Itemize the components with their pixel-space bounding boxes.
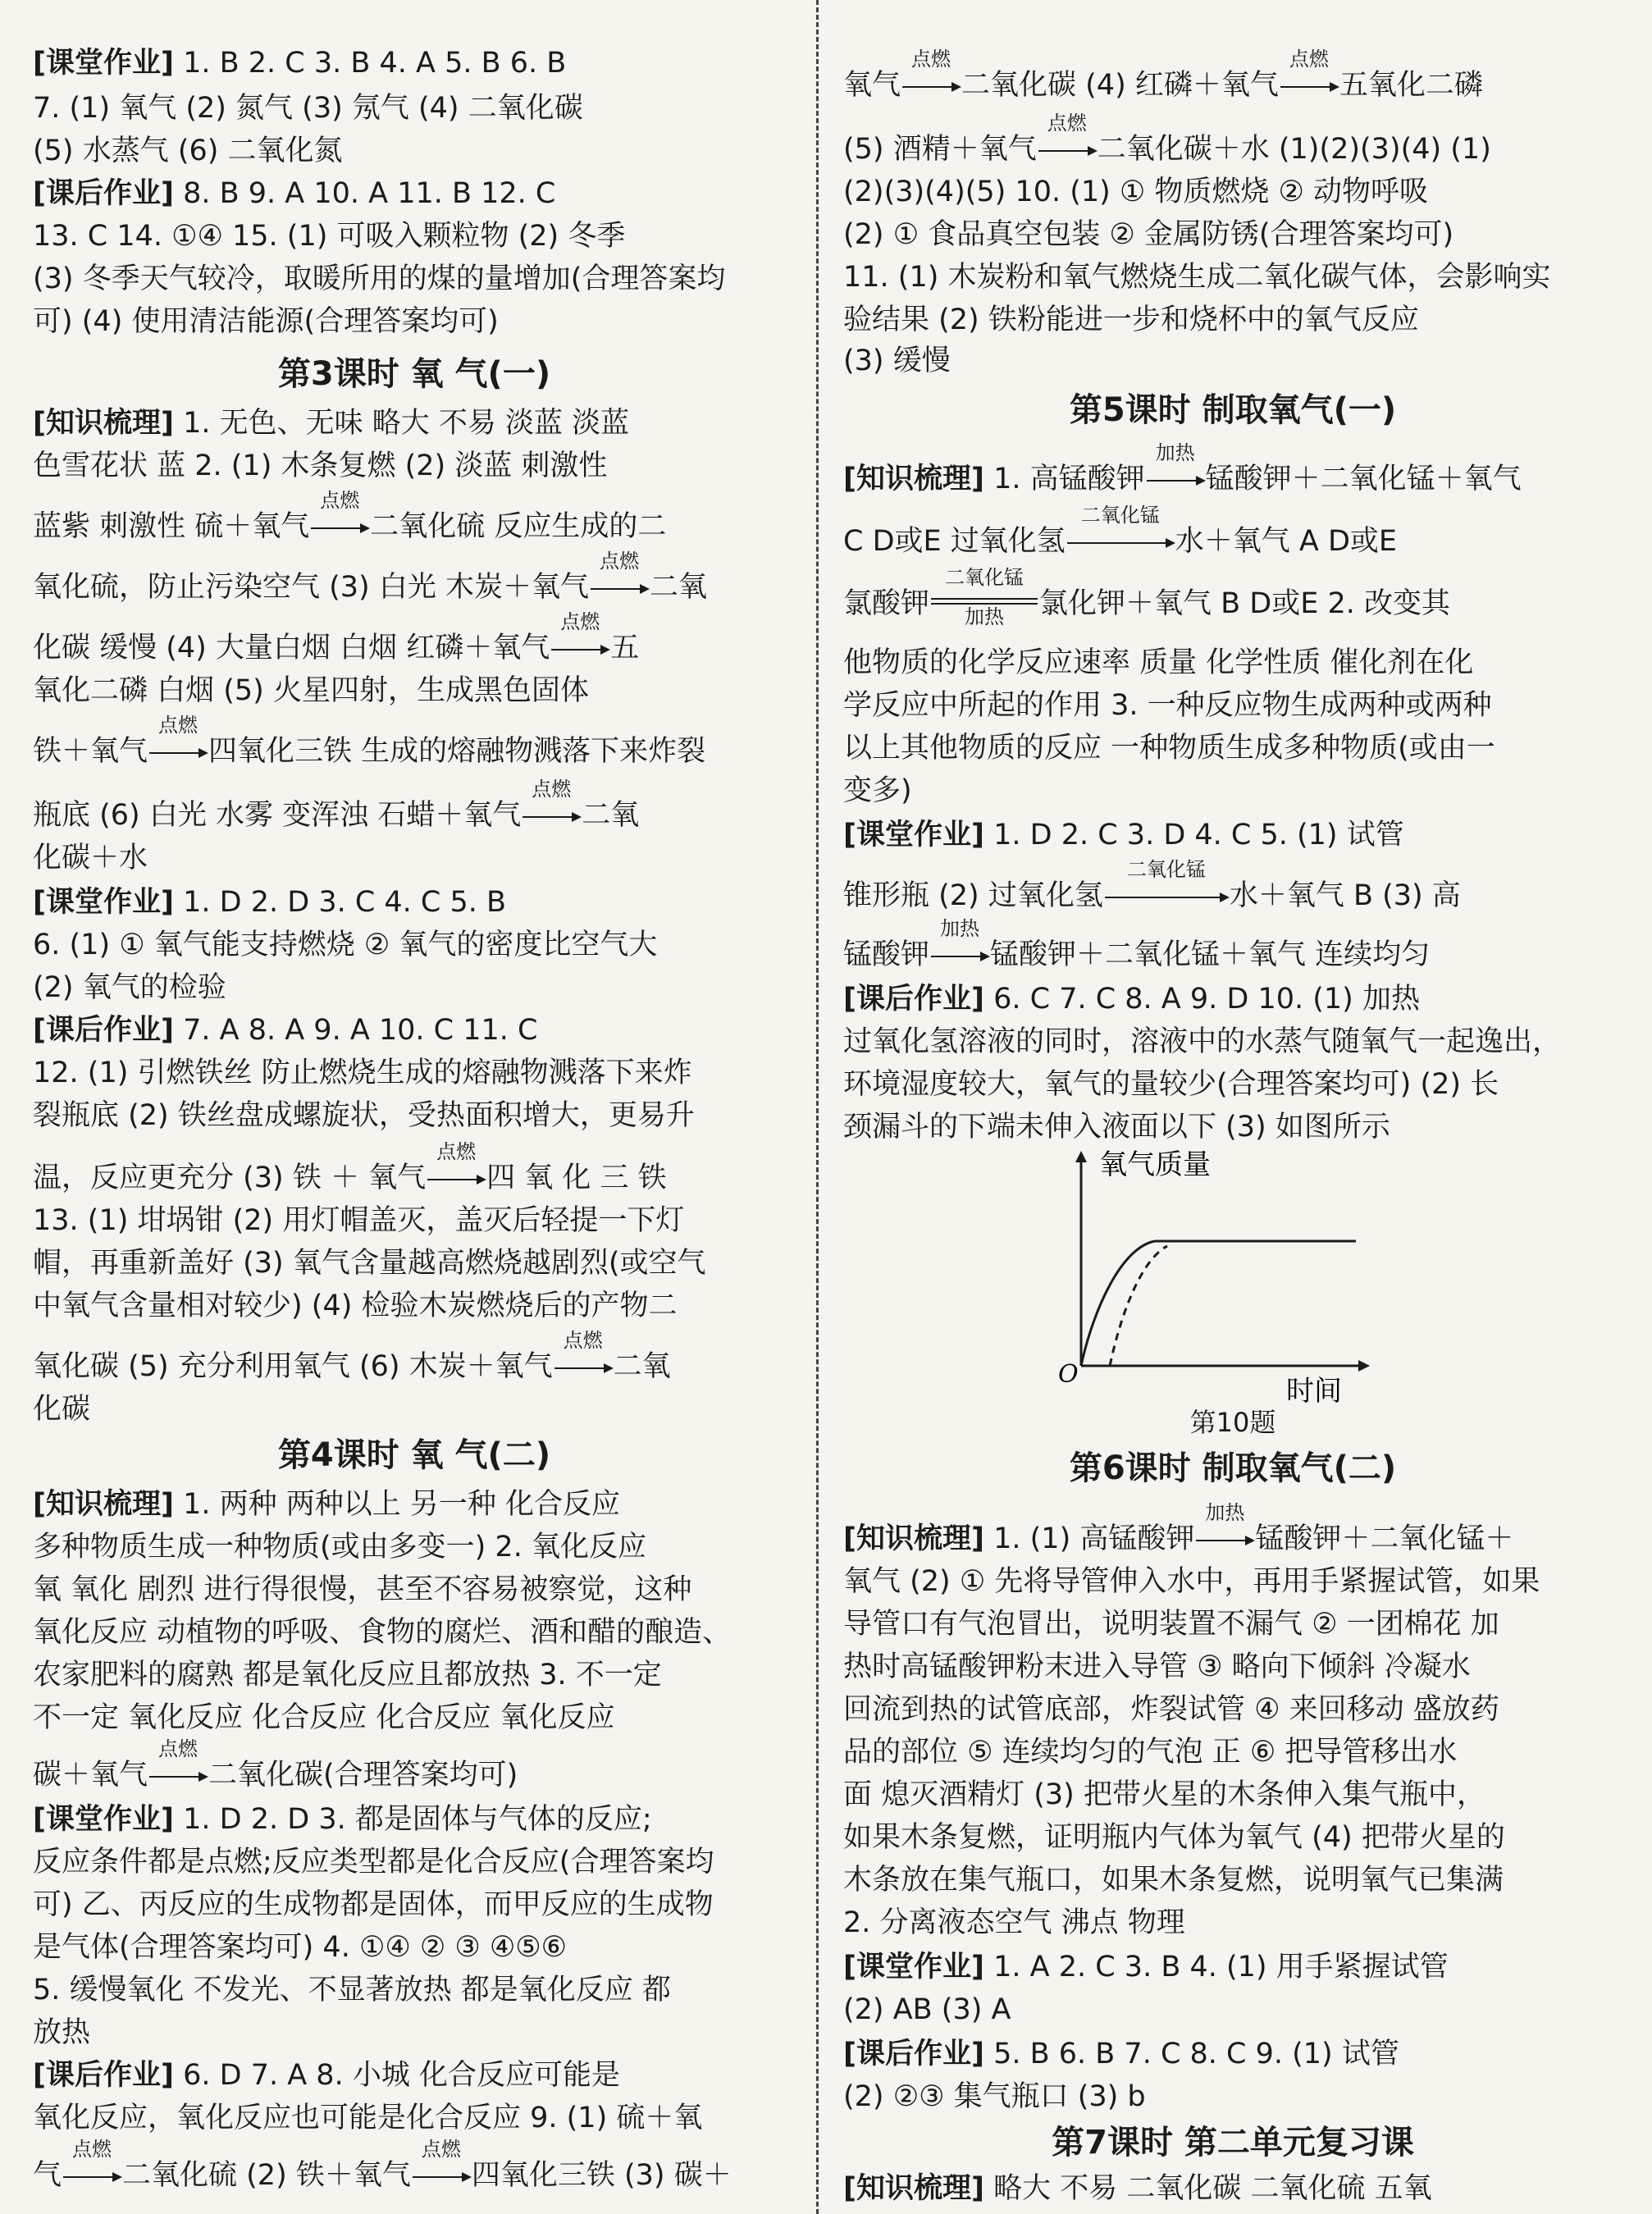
answer-line: 过氧化氢溶液的同时，溶液中的水蒸气随氧气一起逸出， <box>843 1025 1562 1058</box>
answer-line: (2) ②③ 集气瓶口 (3) b <box>843 2080 1146 2113</box>
answer-line: 如果木条复燃，证明瓶内气体为氧气 (4) 把带火星的 <box>843 1821 1505 1854</box>
answer-line: (3) 缓慢 <box>843 345 951 377</box>
answer-line: 氧化硫，防止污染空气 (3) 白光 木炭＋氧气 点燃 二氧 <box>33 550 707 604</box>
answer-line: 化碳 <box>33 1393 91 1426</box>
answer-line: 可) (4) 使用清洁能源(合理答案均可) <box>33 305 499 338</box>
answer-line: [知识梳理] 1. 两种 两种以上 另一种 化合反应 <box>33 1488 621 1521</box>
y-axis-label: 氧气质量 <box>1099 1148 1211 1181</box>
section-title: 第7课时 第二单元复习课 <box>1052 2124 1414 2162</box>
answer-line: 5. 缓慢氧化 不发光、不显著放热 都是氧化反应 都 <box>33 1974 671 2006</box>
answer-line: 变多) <box>843 774 912 807</box>
answer-line: (2)(3)(4)(5) 10. (1) ① 物质燃烧 ② 动物呼吸 <box>843 176 1429 208</box>
answer-line: 化碳＋水 <box>33 842 148 874</box>
oxygen-mass-graph <box>1048 1144 1393 1427</box>
answer-line: 帽，再重新盖好 (3) 氧气含量越高燃烧越剧烈(或空气 <box>33 1247 706 1280</box>
answer-line: 反应条件都是点燃;反应类型都是化合反应(合理答案均 <box>33 1846 714 1878</box>
answer-line: [课堂作业] 1. B 2. C 3. B 4. A 5. B 6. B <box>33 47 567 80</box>
answer-line: 氧气 点燃 二氧化碳 (4) 红磷＋氧气 点燃 五氧化二磷 <box>843 48 1483 102</box>
reaction-arrow: 加热 <box>929 937 990 973</box>
answer-line: 温，反应更充分 (3) 铁 ＋ 氧气 点燃 四 氧 化 三 铁 <box>33 1140 667 1194</box>
reaction-arrow: 点燃 <box>411 2157 472 2193</box>
answer-line: (5) 酒精＋氧气 点燃 二氧化碳＋水 (1)(2)(3)(4) (1) <box>843 112 1491 166</box>
x-axis-label: 时间 <box>1286 1375 1342 1408</box>
reaction-arrow: 点燃 <box>589 569 650 605</box>
answer-line: [课后作业] 5. B 6. B 7. C 8. C 9. (1) 试管 <box>843 2038 1399 2070</box>
answer-line: 氧气 (2) ① 先将导管伸入水中，再用手紧握试管，如果 <box>843 1565 1540 1598</box>
curve-solid <box>1081 1241 1356 1366</box>
answer-line: 导管口有气泡冒出，说明装置不漏气 ② 一团棉花 加 <box>843 1608 1499 1641</box>
reaction-arrow: 加热 <box>1145 461 1206 497</box>
answer-line: [课后作业] 7. A 8. A 9. A 10. C 11. C <box>33 1014 538 1047</box>
x-axis-arrow <box>1358 1360 1370 1372</box>
answer-line: (5) 水蒸气 (6) 二氧化氮 <box>33 135 343 167</box>
reaction-arrow: 二氧化锰 <box>1103 878 1230 914</box>
answer-line: [课堂作业] 1. A 2. C 3. B 4. (1) 用手紧握试管 <box>843 1951 1449 1983</box>
answer-line: 是气体(合理答案均可) 4. ①④ ② ③ ④⑤⑥ <box>33 1931 567 1964</box>
answer-line: (2) ① 食品真空包装 ② 金属防锈(合理答案均可) <box>843 218 1454 251</box>
answer-line: 锥形瓶 (2) 过氧化氢 二氧化锰 水＋氧气 B (3) 高 <box>843 858 1461 912</box>
section-title: 第4课时 氧 气(二) <box>277 1436 551 1474</box>
answer-line: 12. (1) 引燃铁丝 防止燃烧生成的熔融物溅落下来炸 <box>33 1057 692 1089</box>
answer-line: 铁＋氧气 点燃 四氧化三铁 生成的熔融物溅落下来炸裂 <box>33 714 706 768</box>
answer-line: [知识梳理] 略大 不易 二氧化碳 二氧化硫 五氧 <box>843 2172 1432 2205</box>
reaction-arrow: 点燃 <box>550 630 610 666</box>
answer-line: 回流到热的试管底部，炸裂试管 ④ 来回移动 盛放药 <box>843 1693 1499 1726</box>
answer-line: 可) 乙、丙反应的生成物都是固体，而甲反应的生成物 <box>33 1888 714 1921</box>
answer-line: 中氧气含量相对较少) (4) 检验木炭燃烧后的产物二 <box>33 1290 678 1322</box>
answer-line: 瓶底 (6) 白光 水雾 变浑浊 石蜡＋氧气 点燃 二氧 <box>33 778 640 832</box>
reaction-arrow: 点燃 <box>62 2157 122 2193</box>
answer-line: 不一定 氧化反应 化合反应 化合反应 氧化反应 <box>33 1701 615 1734</box>
answer-line: 13. C 14. ①④ 15. (1) 可吸入颗粒物 (2) 冬季 <box>33 220 626 253</box>
answer-line: 2. 分离液态空气 沸点 物理 <box>843 1906 1185 1939</box>
answer-line: 7. (1) 氧气 (2) 氮气 (3) 氖气 (4) 二氧化碳 <box>33 92 583 125</box>
section-title: 第5课时 制取氧气(一) <box>1069 391 1397 429</box>
answer-line: [课后作业] 6. C 7. C 8. A 9. D 10. (1) 加热 <box>843 983 1420 1016</box>
answer-line: [知识梳理] 1. 无色、无味 略大 不易 淡蓝 淡蓝 <box>33 407 630 440</box>
answer-line: 颈漏斗的下端未伸入液面以下 (3) 如图所示 <box>843 1111 1390 1144</box>
answer-line: 氧化反应，氧化反应也可能是化合反应 9. (1) 硫＋氧 <box>33 2102 703 2134</box>
answer-line: (3) 冬季天气较冷，取暖所用的煤的量增加(合理答案均 <box>33 262 726 295</box>
answer-line: 热时高锰酸钾粉末进入导管 ③ 略向下倾斜 冷凝水 <box>843 1650 1471 1683</box>
answer-line: 放热 <box>33 2016 91 2049</box>
answer-line: [课堂作业] 1. D 2. D 3. 都是固体与气体的反应; <box>33 1803 652 1836</box>
answer-line: 氧化反应 动植物的呼吸、食物的腐烂、酒和醋的酿造、 <box>33 1616 732 1649</box>
reaction-arrow: 点燃 <box>1279 67 1339 103</box>
answer-line: 面 熄灭酒精灯 (3) 把带火星的木条伸入集气瓶中， <box>843 1778 1485 1811</box>
answer-line: 11. (1) 木炭粉和氧气燃烧生成二氧化碳气体，会影响实 <box>843 261 1551 294</box>
answer-line: (2) AB (3) A <box>843 1993 1011 2026</box>
answer-line: 色雪花状 蓝 2. (1) 木条复燃 (2) 淡蓝 刺激性 <box>33 450 608 482</box>
answer-line: 碳＋氧气 点燃 二氧化碳(合理答案均可) <box>33 1737 518 1792</box>
section-title: 第6课时 制取氧气(二) <box>1069 1449 1397 1487</box>
answer-line: [知识梳理] 1. 高锰酸钾 加热 锰酸钾＋二氧化锰＋氧气 <box>843 441 1522 495</box>
column-divider <box>816 0 819 2214</box>
reaction-arrow: 加热 <box>1194 1521 1255 1557</box>
answer-line: 多种物质生成一种物质(或由多变一) 2. 氧化反应 <box>33 1531 646 1563</box>
answer-line: 锰酸钾 加热 锰酸钾＋二氧化锰＋氧气 连续均匀 <box>843 917 1431 971</box>
curve-dashed <box>1110 1246 1167 1366</box>
answer-line: 蓝紫 刺激性 硫＋氧气 点燃 二氧化硫 反应生成的二 <box>33 489 667 543</box>
answer-line: 化碳 缓慢 (4) 大量白烟 白烟 红磷＋氧气 点燃 五 <box>33 610 640 664</box>
answer-line: [课后作业] 6. D 7. A 8. 小城 化合反应可能是 <box>33 2059 620 2092</box>
reaction-arrow: 点燃 <box>148 733 208 769</box>
answer-line: 他物质的化学反应速率 质量 化学性质 催化剂在化 <box>843 646 1474 679</box>
figure-caption: 第10题 <box>1189 1407 1276 1438</box>
answer-line: 气 点燃 二氧化硫 (2) 铁＋氧气 点燃 四氧化三铁 (3) 碳＋ <box>33 2138 732 2192</box>
answer-line: 裂瓶底 (2) 铁丝盘成螺旋状，受热面积增大，更易升 <box>33 1099 695 1132</box>
reaction-arrow: 点燃 <box>1037 131 1098 167</box>
answer-line: 验结果 (2) 铁粉能进一步和烧杯中的氧气反应 <box>843 304 1419 336</box>
answer-line: [课堂作业] 1. D 2. C 3. D 4. C 5. (1) 试管 <box>843 819 1404 851</box>
answer-line: C D或E 过氧化氢 二氧化锰 水＋氧气 A D或E <box>843 504 1398 558</box>
answer-line: 品的部位 ⑤ 连续均匀的气泡 正 ⑥ 把导管移出水 <box>843 1736 1458 1769</box>
reaction-arrow: 点燃 <box>426 1160 486 1196</box>
origin-label: O <box>1058 1360 1079 1389</box>
reaction-arrow: 点燃 <box>309 509 370 545</box>
reaction-arrow: 二氧化锰 <box>1066 523 1175 559</box>
answer-line: 6. (1) ① 氧气能支持燃烧 ② 氧气的密度比空气大 <box>33 929 658 961</box>
answer-line: 以上其他物质的反应 一种物质生成多种物质(或由一 <box>843 732 1495 765</box>
answer-line: 13. (1) 坩埚钳 (2) 用灯帽盖灭，盖灭后轻提一下灯 <box>33 1204 685 1237</box>
answer-line: 农家肥料的腐熟 都是氧化反应且都放热 3. 不一定 <box>33 1659 662 1691</box>
answer-line: 学反应中所起的作用 3. 一种反应物生成两种或两种 <box>843 689 1492 722</box>
section-title: 第3课时 氧 气(一) <box>277 355 551 393</box>
answer-line: 氧化碳 (5) 充分利用氧气 (6) 木炭＋氧气 点燃 二氧 <box>33 1329 671 1383</box>
reaction-arrow: 点燃 <box>521 797 582 833</box>
reaction-condition: 二氧化锰 加热 <box>929 586 1039 622</box>
reaction-arrow: 点燃 <box>901 67 961 103</box>
y-axis-arrow <box>1075 1151 1087 1162</box>
reaction-arrow: 点燃 <box>553 1349 614 1385</box>
answer-line: (2) 氧气的检验 <box>33 971 226 1004</box>
answer-line: 环境湿度较大，氧气的量较少(合理答案均可) (2) 长 <box>843 1068 1499 1101</box>
answer-line: [课后作业] 8. B 9. A 10. A 11. B 12. C <box>33 177 556 210</box>
answer-line: [知识梳理] 1. (1) 高锰酸钾 加热 锰酸钾＋二氧化锰＋ <box>843 1501 1514 1555</box>
answer-line: 氧 氧化 剧烈 进行得很慢，甚至不容易被察觉，这种 <box>33 1573 692 1606</box>
answer-line: 木条放在集气瓶口，如果木条复燃，说明氧气已集满 <box>843 1864 1504 1897</box>
answer-line: 氯酸钾 二氧化锰 加热 氯化钾＋氧气 B D或E 2. 改变其 <box>843 566 1450 628</box>
reaction-arrow: 点燃 <box>148 1757 208 1793</box>
answer-line: 氧化二磷 白烟 (5) 火星四射，生成黑色固体 <box>33 674 589 707</box>
answer-line: [课堂作业] 1. D 2. D 3. C 4. C 5. B <box>33 886 507 919</box>
